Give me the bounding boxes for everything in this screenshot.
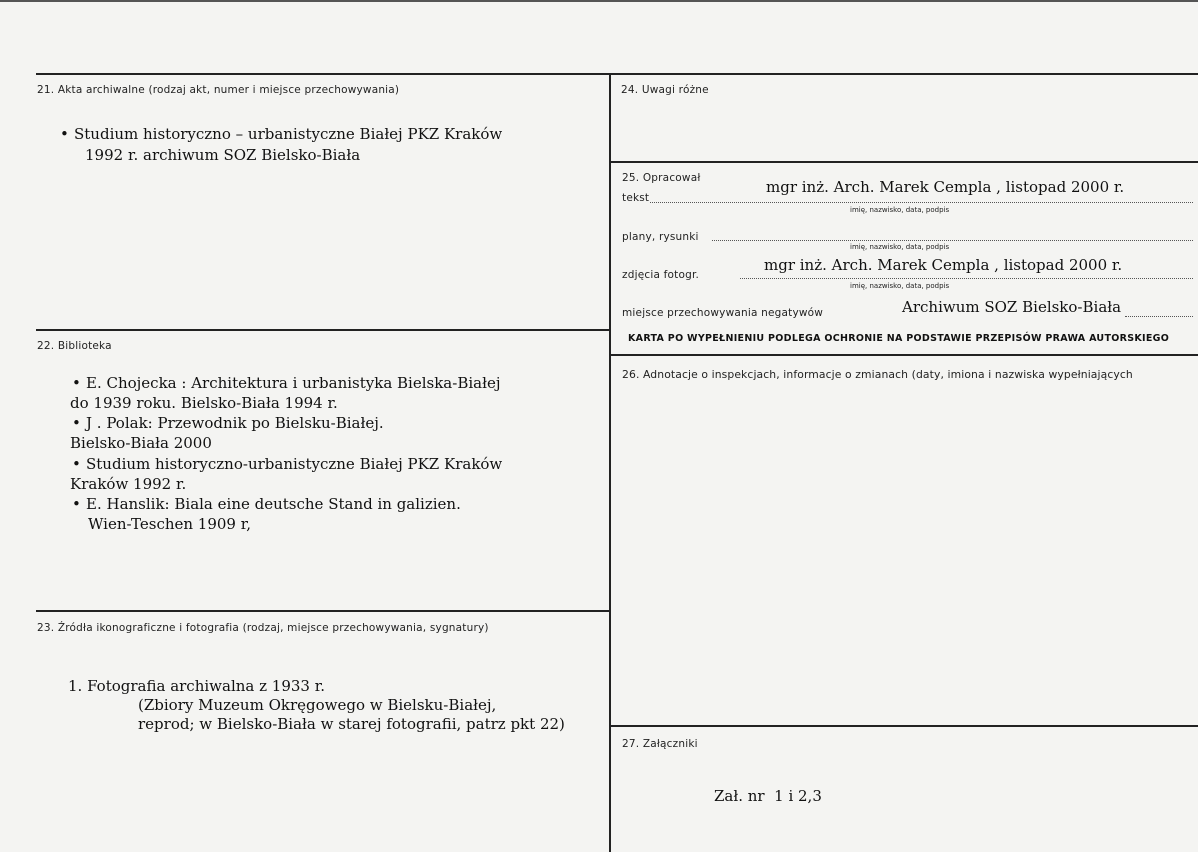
divider-24-top (612, 73, 1198, 75)
plany-label: plany, rysunki (622, 231, 699, 243)
section-25-label: 25. Opracował (622, 172, 701, 184)
divider-26-top (611, 354, 1198, 356)
akta-item: • Studium historyczno – urbanistyczne Białej PKZ Kraków (60, 125, 503, 143)
bullet-icon: • (72, 414, 81, 432)
zrodla-item-cont: (Zbiory Muzeum Okręgowego w Bielsku-Białej, (138, 696, 497, 714)
akta-item-cont: 1992 r. archiwum SOZ Bielsko-Biała (85, 146, 361, 164)
zdjecia-value: mgr inż. Arch. Marek Cempla , listopad 2000 r. (764, 256, 1123, 274)
tekst-value: mgr inż. Arch. Marek Cempla , listopad 2000 r. (766, 178, 1125, 196)
zdjecia-dotted-line (740, 278, 1193, 279)
bullet-icon: • (72, 455, 81, 473)
section-21-label: 21. Akta archiwalne (rodzaj akt, numer i miejsce przechowywania) (37, 84, 400, 96)
zrodla-item-cont: reprod; w Bielsko-Biała w starej fotografii, patrz pkt 22) (138, 715, 565, 733)
section-22-label: 22. Biblioteka (37, 340, 112, 352)
divider-21-top (36, 73, 612, 75)
bullet-icon: • (72, 495, 81, 513)
divider-27-top (611, 725, 1198, 727)
top-border (0, 0, 1198, 2)
section-24-label: 24. Uwagi różne (621, 84, 709, 96)
divider-25-top (611, 161, 1198, 163)
tekst-label: tekst (622, 192, 650, 204)
zrodla-item: 1. Fotografia archiwalna z 1933 r. (68, 677, 326, 695)
divider-23-top (36, 610, 610, 612)
tekst-dotted-line (650, 202, 1193, 203)
bullet-icon: • (72, 374, 81, 392)
section-23-label: 23. Źródła ikonograficzne i fotografia (rodzaj, miejsce przechowywania, sygnatury) (37, 622, 489, 634)
plany-caption: imię, nazwisko, data, podpis (850, 243, 950, 251)
zalaczniki-value: Zał. nr 1 i 2,3 (714, 787, 822, 805)
negatywy-value: Archiwum SOZ Bielsko-Biała (902, 298, 1122, 316)
negatywy-label: miejsce przechowywania negatywów (622, 307, 824, 319)
zdjecia-caption: imię, nazwisko, data, podpis (850, 282, 950, 290)
biblio-item: • E. Hanslik: Biala eine deutsche Stand in galizien. (72, 495, 461, 513)
biblio-item-cont: do 1939 roku. Bielsko-Biała 1994 r. (70, 394, 338, 412)
negatywy-dotted-line (1125, 316, 1193, 317)
biblio-item-cont: Kraków 1992 r. (70, 475, 187, 493)
biblio-item: • Studium historyczno-urbanistyczne Białej PKZ Kraków (72, 455, 503, 473)
biblio-item: • J . Polak: Przewodnik po Bielsku-Białej. (72, 414, 384, 432)
biblio-item-cont: Wien-Teschen 1909 r, (88, 515, 252, 533)
biblio-item: • E. Chojecka : Architektura i urbanistyka Bielska-Białej (72, 374, 501, 392)
biblio-item-cont: Bielsko-Biała 2000 (70, 434, 212, 452)
bullet-icon: • (60, 125, 69, 143)
plany-dotted-line (712, 240, 1193, 241)
section-26-label: 26. Adnotacje o inspekcjach, informacje o zmianach (daty, imiona i nazwiska wypełniających (622, 368, 1133, 381)
copyright-notice: KARTA PO WYPEŁNIENIU PODLEGA OCHRONIE NA PODSTAWIE PRZEPISÓW PRAWA AUTORSKIEGO (628, 333, 1170, 344)
divider-22-top (36, 329, 610, 331)
zdjecia-label: zdjęcia fotogr. (622, 269, 700, 281)
center-divider (609, 73, 611, 852)
tekst-caption: imię, nazwisko, data, podpis (850, 206, 950, 214)
section-27-label: 27. Załączniki (622, 738, 698, 750)
